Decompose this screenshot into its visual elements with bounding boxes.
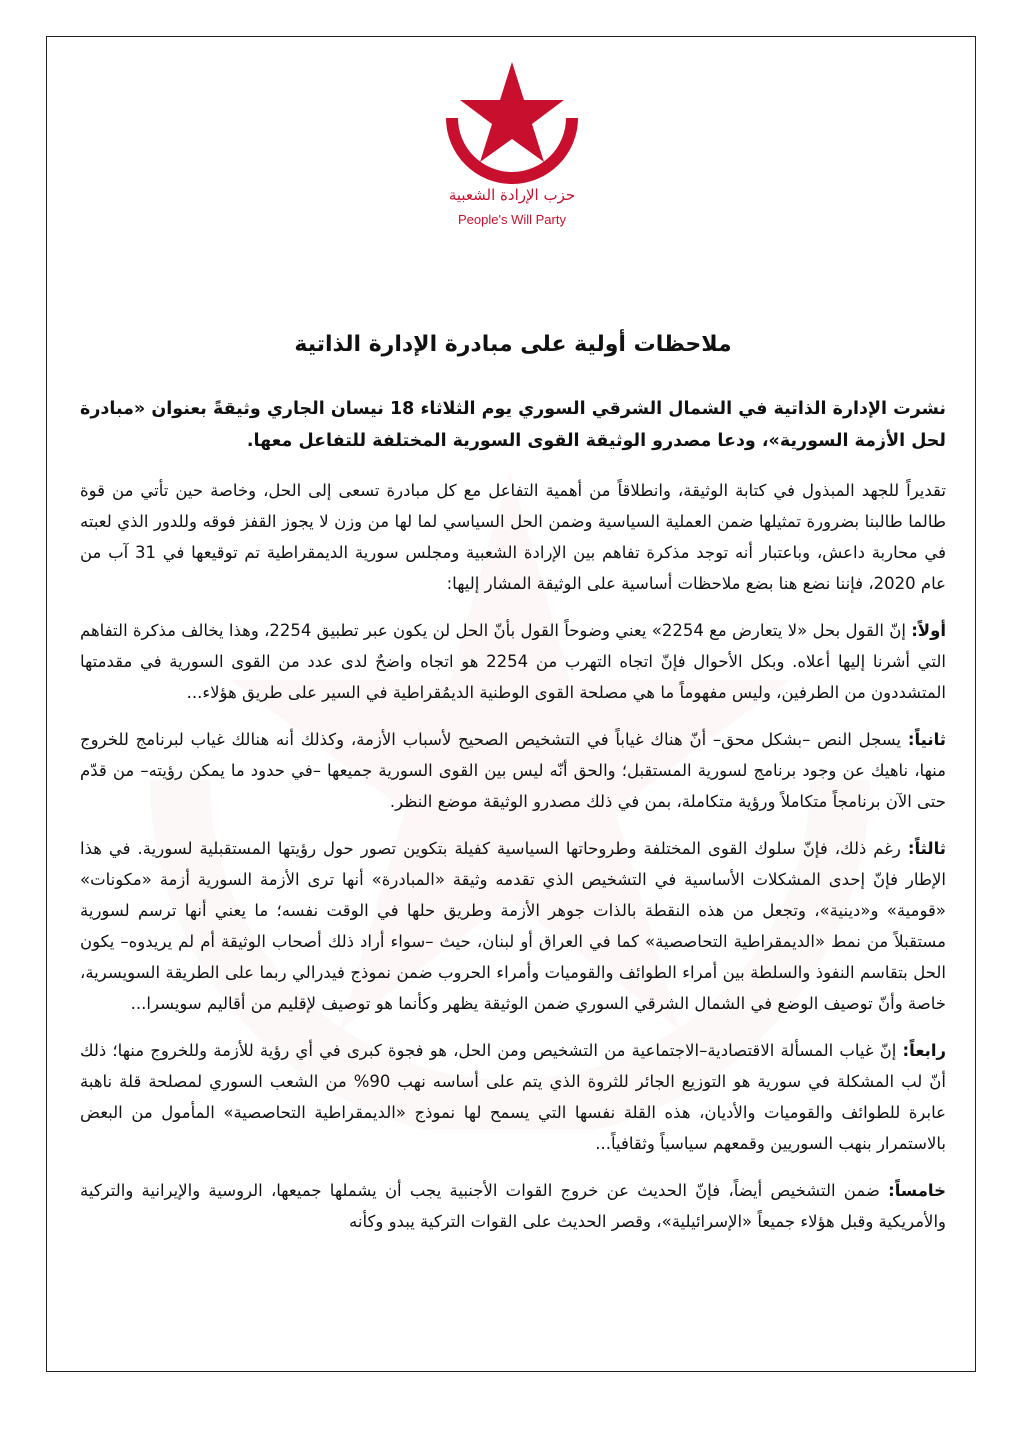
party-name-arabic: حزب الإرادة الشعبية [448, 186, 576, 204]
point-paragraph [80, 724, 946, 817]
point-label: أولاً: [911, 621, 946, 640]
point-text: رغم ذلك، فإنّ سلوك القوى المختلفة وطروحاتها السياسية كفيلة بتكوين تصور حول رؤيتها المستقبلية لسورية. في هذا الإطار فإنّ إحدى المشكلات الأساسية في التشخيص الذي تقدمه وثيقة «المبادرة» أنها ترى الأزمة السورية أزمة «مكونات» «قومية» و«دينية»، وتجعل من هذه النقطة بالذات جوهر الأزمة وطريق حلها في الوقت نفسه؛ ما يعني أنها ترسم لسورية مستقبلاً من نمط «الديمقراطية التحاصصية» كما في العراق أو لبنان، حيث –سواء أراد ذلك أصحاب الوثيقة أم لم يريدوه– يكون الحل بتقاسم النفوذ والسلطة بين أمراء الطوائف والقوميات وأمراء الحروب ضمن نموذج فيدرالي ربما على الطريقة السويسرية، خاصة وأنّ توصيف الوضع في الشمال الشرقي السوري ضمن الوثيقة يظهر وكأنما هو توصيف لإقليم من أقاليم سويسرا... [80, 839, 946, 1013]
point-text: إنّ القول بحل «لا يتعارض مع 2254» يعني وضوحاً القول بأنّ الحل لن يكون عبر تطبيق 2254، وهذا يخالف مذكرة التفاهم التي أشرنا إليها أعلاه. وبكل الأحوال فإنّ اتجاه التهرب من 2254 هو اتجاه واضحٌ لدى عدد من القوى السورية في مقدمتها المتشددون من الطرفين، وليس مفهوماً ما هي مصلحة القوى الوطنية الديمُقراطية في السير على طريق هؤلاء... [80, 621, 946, 702]
point-label: ثالثاً: [907, 839, 946, 858]
intro-paragraph: تقديراً للجهد المبذول في كتابة الوثيقة، وانطلاقاً من أهمية التفاعل مع كل مبادرة تسعى إلى الحل، وخاصة حين تأتي من قوة طالما طالبنا بضرورة تمثيلها ضمن العملية السياسية وضمن الحل السياسي لما لها من وزن لا يجوز القفز فوقه وللدور الذي لعبته في محاربة داعش، وباعتبار أنه توجد مذكرة تفاهم بين الإرادة الشعبية ومجلس سورية الديمقراطية تم توقيعها في 31 آب من عام 2020، فإننا نضع هنا بضع ملاحظات أساسية على الوثيقة المشار إليها: [80, 481, 946, 593]
point-paragraph [80, 615, 946, 708]
point-label: ثانياً: [907, 730, 946, 749]
point-label: خامساً: [888, 1181, 946, 1200]
point-paragraph [80, 833, 946, 1019]
point-label: رابعاً: [902, 1041, 946, 1060]
party-name-english: People's Will Party [458, 212, 566, 227]
document-body [80, 332, 946, 1253]
lead-paragraph: نشرت الإدارة الذاتية في الشمال الشرقي السوري يوم الثلاثاء 18 نيسان الجاري وثيقةً بعنوان «مبادرة لحل الأزمة السورية»، ودعا مصدرو الوثيقة القوى السورية المختلفة للتفاعل معها. [80, 399, 946, 451]
point-text: يسجل النص –بشكل محق– أنّ هناك غياباً في التشخيص الصحيح لأسباب الأزمة، وكذلك أنه هنالك غياب لبرنامج للخروج منها، ناهيك عن وجود برنامج لسورية المستقبل؛ والحق أنّه ليس بين القوى السورية جميعها –في حدود ما يمكن رؤيته– من قدّم حتى الآن برنامجاً متكاملاً ورؤية متكاملة، بمن في ذلك مصدرو الوثيقة موضع النظر. [80, 730, 946, 811]
document-title: ملاحظات أولية على مبادرة الإدارة الذاتية [294, 332, 732, 357]
point-text: ضمن التشخيص أيضاً، فإنّ الحديث عن خروج القوات الأجنبية يجب أن يشملها جميعها، الروسية والإيرانية والتركية والأمريكية وقبل هؤلاء جميعاً «الإسرائيلية»، وقصر الحديث على القوات التركية يبدو وكأنه [80, 1181, 946, 1231]
point-paragraph [80, 1175, 946, 1237]
point-paragraph [80, 1035, 946, 1159]
point-text: إنّ غياب المسألة الاقتصادية–الاجتماعية من التشخيص ومن الحل، هو فجوة كبرى في أي رؤية للأزمة وللخروج منها؛ ذلك أنّ لب المشكلة في سورية هو التوزيع الجائر للثروة الذي يتم على أساسه نهب 90% من الشعب السوري لمصلحة قلة ناهبة عابرة للطوائف والقوميات والأديان، هذه القلة نفسها التي يسمح لها نموذج «الديمقراطية التحاصصية» المأمول من البعض بالاستمرار بنهب السوريين وقمعهم سياسياً وثقافياً... [80, 1041, 946, 1153]
